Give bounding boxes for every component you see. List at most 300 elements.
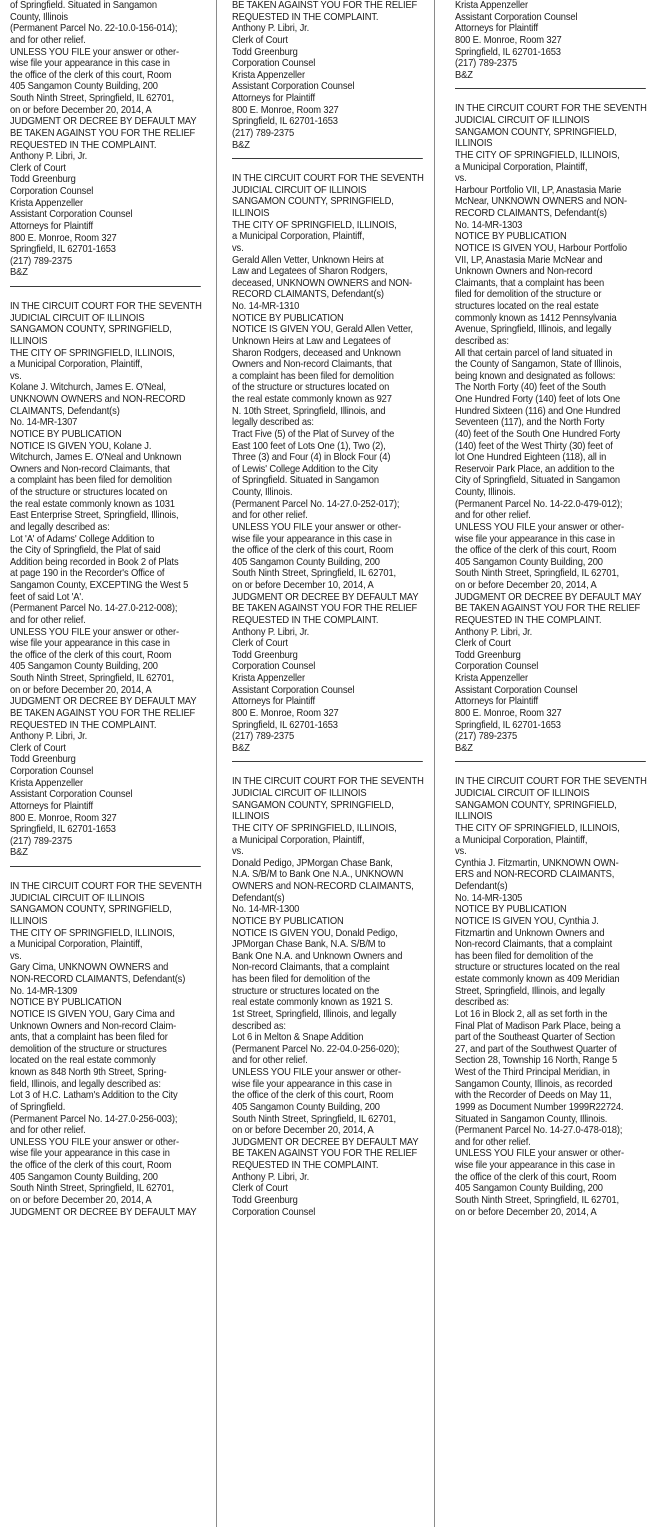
notice-line: NOTICE BY PUBLICATION (10, 428, 122, 440)
notice-line: 1st Street, Springfield, Illinois, and legally (232, 1008, 397, 1020)
notice-line: Anthony P. Libri, Jr. (10, 151, 88, 163)
notice-line: being known and designated as follows: (455, 370, 616, 382)
notice-line: on or before December 10, 2014, A (232, 580, 374, 591)
notice-line: East Enterprise Street, Springfield, Illinois, (10, 510, 179, 522)
notice-line: Springfield, IL 62701-1653 (10, 824, 116, 836)
notice-line: NOTICE IS GIVEN YOU, Cynthia J. (455, 915, 599, 927)
notice-line: (Permanent Parcel No. 22-10.0-156-014); (10, 23, 178, 35)
notice-line: legally described as: (232, 417, 314, 429)
notice-line: 800 E. Monroe, Room 327 (232, 707, 339, 719)
notice-line: UNLESS YOU FILE your answer or other- (10, 46, 179, 58)
notice-line: THE CITY OF SPRINGFIELD, ILLINOIS, (10, 347, 175, 359)
notice-line: and for other relief. (232, 1055, 308, 1067)
notice-line: County, Illinois. (455, 487, 516, 498)
notice-line: B&Z (232, 742, 250, 754)
notice-line: and for other relief. (455, 1136, 531, 1148)
notice-line: the office of the clerk of this court, Room (455, 1171, 617, 1183)
notice-line: and for other relief. (232, 510, 308, 522)
notice-line: REQUESTED IN THE COMPLAINT. (232, 614, 379, 626)
notice-line: B&Z (232, 139, 250, 151)
notice-line: vs. (10, 370, 22, 382)
notice-line: IN THE CIRCUIT COURT FOR THE SEVENTH (10, 881, 202, 892)
notice-line: a Municipal Corporation, Plaintiff, (455, 834, 588, 846)
notice-line: and for other relief. (10, 34, 86, 46)
notice-line: UNLESS YOU FILE your answer or other- (455, 1148, 624, 1160)
notice-line: (217) 789-2375 (10, 835, 73, 847)
notice-line: (Permanent Parcel No. 22-04.0-256-020); (232, 1043, 400, 1055)
notice-line: Sangamon County, EXCEPTING the West 5 (10, 580, 189, 591)
notice-line: (217) 789-2375 (232, 731, 295, 743)
notice-line: South Ninth Street, Springfield, IL 62701, (10, 673, 174, 684)
notice-line: wise file your appearance in this case in (10, 638, 170, 650)
notice-line: (40) feet of the South One Hundred Forty (455, 428, 621, 440)
notice-line: NOTICE BY PUBLICATION (232, 312, 344, 324)
notice-line: structure or structures located on the real (455, 962, 620, 974)
notice-line: demolition of the structure or structures (10, 1043, 167, 1055)
notice-line: vs. (455, 846, 467, 858)
notice-line: wise file your appearance in this case in (455, 1160, 615, 1171)
notice-line: JUDGMENT OR DECREE BY DEFAULT MAY (455, 591, 642, 603)
notice-line: Unknown Owners and Non-record (455, 266, 593, 278)
notice-line: of the structure or structures located on (232, 382, 390, 394)
notice-line: of Springfield. Situated in Sangamon (10, 0, 157, 11)
notice-separator (455, 761, 646, 762)
legal-notice (455, 103, 652, 754)
notice-line: Bank One N.A. and Unknown Owners and (232, 950, 403, 962)
notice-line: 27, and part of the Southwest Quarter of (455, 1043, 617, 1055)
notice-line: 800 E. Monroe, Room 327 (10, 232, 117, 244)
notice-line: Anthony P. Libri, Jr. (232, 1171, 310, 1183)
notice-line: wise file your appearance in this case in (232, 1078, 392, 1090)
notice-line: REQUESTED IN THE COMPLAINT. (232, 11, 379, 23)
notice-line: Law and Legatees of Sharon Rodgers, (232, 266, 388, 278)
notice-line: wise file your appearance in this case in (232, 533, 392, 545)
notice-line: SANGAMON COUNTY, SPRINGFIELD, (455, 799, 617, 811)
notice-line: BE TAKEN AGAINST YOU FOR THE RELIEF (455, 603, 641, 615)
notice-line: Assistant Corporation Counsel (10, 209, 133, 221)
notice-line: B&Z (455, 742, 473, 754)
notice-line: Kolane J. Witchurch, James E. O'Neal, (10, 382, 166, 394)
notice-line: the office of the clerk of this court, Room (10, 649, 172, 661)
notice-line: of Springfield. (10, 1101, 66, 1113)
notice-line: Assistant Corporation Counsel (232, 81, 355, 93)
notice-line: Attorneys for Plaintiff (232, 696, 316, 708)
notice-line: REQUESTED IN THE COMPLAINT. (10, 139, 157, 151)
notice-line: N.A. S/B/M to Bank One N.A., UNKNOWN (232, 869, 404, 881)
notice-line: (Permanent Parcel No. 14-27.0-212-008); (10, 603, 178, 615)
notice-line: JUDICIAL CIRCUIT OF ILLINOIS (455, 115, 590, 126)
notice-line: the office of the clerk of this court, Room (232, 1090, 394, 1102)
notice-line: THE CITY OF SPRINGFIELD, ILLINOIS, (455, 149, 620, 161)
notice-line: Unknown Heirs at Law and Legatees of (232, 335, 391, 347)
notice-line: Claimants, that a complaint has been (455, 277, 605, 289)
notice-line: SANGAMON COUNTY, SPRINGFIELD, (10, 324, 172, 336)
notice-line: Krista Appenzeller (10, 777, 83, 789)
notice-line: 405 Sangamon County Building, 200 (10, 81, 158, 93)
notice-line: Corporation Counsel (232, 661, 316, 673)
notice-line: Corporation Counsel (10, 186, 94, 197)
notice-line: Corporation Counsel (10, 766, 94, 777)
notice-line: Clerk of Court (232, 34, 288, 46)
notice-line: Springfield, IL 62701-1653 (232, 116, 338, 128)
notice-line: All that certain parcel of land situated in (455, 347, 613, 359)
notice-line: Section 28, Township 16 North, Range 5 (455, 1055, 618, 1067)
notice-line: Sharon Rodgers, deceased and Unknown (232, 347, 401, 359)
notice-line: described as: (455, 335, 509, 347)
notice-line: Clerk of Court (232, 638, 288, 650)
notice-line: Seventeen (117), and the North Forty (455, 417, 605, 429)
notice-line: NOTICE BY PUBLICATION (10, 997, 122, 1009)
legal-notice (10, 0, 210, 279)
notice-line: Gerald Allen Vetter, Unknown Heirs at (232, 254, 384, 266)
notice-line: described as: (455, 997, 509, 1009)
notice-line: Hundred Sixteen (116) and One Hundred (455, 405, 621, 417)
notice-line: Todd Greenburg (232, 46, 298, 58)
notice-line: (Permanent Parcel No. 14-27.0-252-017); (232, 498, 400, 510)
legal-notice (232, 776, 432, 1218)
notice-line: ILLINOIS (10, 335, 48, 347)
notice-line: vs. (455, 173, 467, 185)
notice-line: Clerk of Court (10, 162, 66, 174)
notice-line: West of the Third Principal Meridian, in (455, 1067, 610, 1078)
notice-line: BE TAKEN AGAINST YOU FOR THE RELIEF (232, 603, 418, 615)
notice-line: South Ninth Street, Springfield, IL 62701, (10, 1183, 174, 1195)
notice-line: Anthony P. Libri, Jr. (232, 23, 310, 35)
text-column-1 (10, 0, 210, 1527)
notice-line: a Municipal Corporation, Plaintiff, (10, 359, 143, 371)
notice-line: NOTICE IS GIVEN YOU, Donald Pedigo, (232, 927, 398, 939)
notice-line: SANGAMON COUNTY, SPRINGFIELD, (455, 126, 617, 138)
notice-line: 405 Sangamon County Building, 200 (10, 661, 158, 673)
notice-line: of the structure or structures located on (10, 487, 168, 498)
notice-line: (Permanent Parcel No. 14-27.0-256-003); (10, 1113, 178, 1125)
notice-line: at page 190 in the Recorder's Office of (10, 568, 165, 580)
notice-line: JPMorgan Chase Bank, N.A. S/B/M to (232, 939, 386, 951)
notice-line: ILLINOIS (455, 811, 493, 823)
notice-line: Tract Five (5) of the Plat of Survey of the (232, 428, 395, 440)
notice-line: (217) 789-2375 (455, 731, 518, 743)
notice-line: described as: (232, 1020, 286, 1032)
notice-line: ILLINOIS (455, 138, 493, 150)
notice-line: Lot 16 in Block 2, all as set forth in the (455, 1008, 608, 1020)
notice-line: Corporation Counsel (232, 1206, 316, 1218)
notice-line: has been filed for demolition of the (232, 974, 371, 985)
notice-line: ants, that a complaint has been filed for (10, 1032, 168, 1044)
notice-line: Assistant Corporation Counsel (455, 11, 578, 23)
notice-line: 405 Sangamon County Building, 200 (455, 1183, 603, 1195)
notice-line: on or before December 20, 2014, A (10, 684, 152, 696)
column-divider (434, 0, 435, 1527)
notice-line: Krista Appenzeller (455, 673, 528, 684)
notice-line: Unknown Owners and Non-record Claim- (10, 1020, 177, 1032)
notice-line: Krista Appenzeller (232, 69, 305, 81)
notice-line: NOTICE IS GIVEN YOU, Kolane J. (10, 440, 152, 452)
notice-line: JUDICIAL CIRCUIT OF ILLINOIS (455, 788, 590, 799)
notice-line: Todd Greenburg (232, 649, 298, 661)
legal-notice (455, 0, 652, 81)
notice-line: JUDGMENT OR DECREE BY DEFAULT MAY (232, 1136, 419, 1148)
notice-line: ILLINOIS (232, 208, 270, 219)
notice-line: Harbour Portfolio VII, LP, Anastasia Marie (455, 184, 622, 196)
notice-line: 405 Sangamon County Building, 200 (232, 556, 380, 568)
notice-line: has been filed for demolition of the (455, 950, 594, 962)
notice-line: B&Z (455, 69, 473, 81)
notice-line: Reservoir Park Place, an addition to the (455, 463, 615, 475)
notice-line: 1999 as Document Number 1999R22724. (455, 1101, 624, 1113)
notice-line: Attorneys for Plaintiff (455, 696, 539, 708)
notice-line: Corporation Counsel (232, 58, 316, 70)
notice-line: wise file your appearance in this case in (455, 533, 615, 545)
notice-line: No. 14-MR-1300 (232, 904, 300, 916)
notice-separator (455, 88, 646, 89)
legal-notice (10, 301, 210, 859)
notice-line: NOTICE BY PUBLICATION (455, 904, 567, 916)
notice-line: (217) 789-2375 (455, 58, 518, 70)
notice-line: Springfield, IL 62701-1653 (10, 244, 116, 256)
notice-line: commonly known as 1412 Pennsylvania (455, 312, 617, 324)
notice-line: Owners and Non-record Claimants, that (10, 463, 170, 475)
notice-line: VII, LP, Anastasia Marie McNear and (455, 254, 603, 266)
notice-line: 800 E. Monroe, Room 327 (10, 812, 117, 824)
notice-line: JUDICIAL CIRCUIT OF ILLINOIS (10, 312, 145, 324)
notice-line: NOTICE BY PUBLICATION (232, 915, 344, 927)
notice-line: South Ninth Street, Springfield, IL 62701, (232, 568, 396, 580)
notice-line: South Ninth Street, Springfield, IL 62701, (455, 1194, 619, 1206)
notice-line: One Hundred Forty (140) feet of lots One (455, 394, 621, 405)
notice-line: of Springfield. Situated in Sangamon (232, 475, 379, 487)
notice-line: Clerk of Court (10, 742, 66, 754)
notice-line: Attorneys for Plaintiff (232, 93, 316, 104)
notice-line: NOTICE IS GIVEN YOU, Gerald Allen Vetter, (232, 324, 413, 336)
notice-line: SANGAMON COUNTY, SPRINGFIELD, (232, 196, 394, 208)
notice-line: No. 14-MR-1305 (455, 892, 523, 904)
notice-line: wise file your appearance in this case in (10, 1148, 170, 1160)
notice-line: deceased, UNKNOWN OWNERS and NON- (232, 277, 413, 289)
notice-line: 405 Sangamon County Building, 200 (455, 556, 603, 568)
notice-line: South Ninth Street, Springfield, IL 62701, (232, 1113, 396, 1125)
notice-line: UNLESS YOU FILE your answer or other- (232, 1067, 401, 1078)
notice-line: (140) feet of the West Thirty (30) feet of (455, 440, 613, 452)
notice-line: (Permanent Parcel No. 14-22.0-479-012); (455, 498, 623, 510)
notice-line: known as 848 North 9th Street, Spring- (10, 1067, 167, 1078)
notice-line: South Ninth Street, Springfield, IL 62701, (455, 568, 619, 580)
notice-line: the office of the clerk of this court, Room (455, 545, 617, 557)
notice-line: IN THE CIRCUIT COURT FOR THE SEVENTH (10, 301, 202, 312)
notice-line: NOTICE IS GIVEN YOU, Harbour Portfolio (455, 242, 627, 254)
notice-line: ERS and NON-RECORD CLAIMANTS, (455, 869, 615, 881)
notice-line: Street, Springfield, Illinois, and legally (455, 985, 605, 997)
notice-line: with the Recorder of Deeds on May 11, (455, 1090, 612, 1102)
notice-line: JUDGMENT OR DECREE BY DEFAULT MAY (10, 1206, 197, 1218)
notice-line: IN THE CIRCUIT COURT FOR THE SEVENTH (455, 103, 647, 115)
notice-line: IN THE CIRCUIT COURT FOR THE SEVENTH (232, 776, 424, 788)
notice-line: ILLINOIS (10, 915, 48, 927)
notice-line: RECORD CLAIMANTS, Defendant(s) (232, 289, 384, 301)
notice-line: Assistant Corporation Counsel (10, 789, 133, 801)
notice-line: Assistant Corporation Counsel (232, 684, 355, 696)
notice-line: McNear, UNKNOWN OWNERS and NON- (455, 196, 627, 208)
notice-line: Fitzmartin and Unknown Owners and (455, 927, 605, 939)
notice-line: South Ninth Street, Springfield, IL 62701, (10, 93, 174, 104)
notice-line: the City of Springfield, the Plat of said (10, 545, 161, 557)
notice-line: the office of the clerk of this court, Room (232, 545, 394, 557)
notice-line: Anthony P. Libri, Jr. (10, 731, 88, 743)
notice-line: Krista Appenzeller (455, 0, 528, 11)
notice-line: Lot 3 of H.C. Latham's Addition to the City (10, 1090, 178, 1102)
notice-line: REQUESTED IN THE COMPLAINT. (232, 1160, 379, 1171)
notice-line: Springfield, IL 62701-1653 (455, 46, 561, 58)
notice-line: Addition being recorded in Book 2 of Plats (10, 556, 179, 568)
notice-line: 800 E. Monroe, Room 327 (455, 707, 562, 719)
notice-line: Attorneys for Plaintiff (10, 220, 94, 232)
notice-line: Anthony P. Libri, Jr. (455, 626, 533, 638)
notice-line: Todd Greenburg (10, 754, 76, 766)
notice-line: East 100 feet of Lots One (1), Two (2), (232, 440, 386, 452)
notice-line: of Lewis' College Addition to the City (232, 463, 378, 475)
notice-line: located on the real estate commonly (10, 1055, 156, 1067)
notice-line: Krista Appenzeller (232, 673, 305, 684)
notice-line: a Municipal Corporation, Plaintiff, (232, 231, 365, 243)
notice-line: UNKNOWN OWNERS and NON-RECORD (10, 394, 186, 405)
notice-line: the office of the clerk of this court, Room (10, 69, 172, 81)
legal-notice (232, 0, 432, 151)
notice-line: THE CITY OF SPRINGFIELD, ILLINOIS, (10, 927, 175, 939)
notice-line: on or before December 20, 2014, A (455, 1206, 597, 1218)
notice-line: JUDGMENT OR DECREE BY DEFAULT MAY (10, 696, 197, 708)
notice-separator (232, 761, 423, 762)
notice-line: Non-record Claimants, that a complaint (232, 962, 390, 974)
notice-line: Todd Greenburg (455, 649, 521, 661)
notice-separator (10, 866, 201, 867)
notice-line: Clerk of Court (455, 638, 511, 650)
notice-line: feet of said Lot 'A'. (10, 591, 84, 603)
notice-line: Attorneys for Plaintiff (455, 23, 539, 35)
notice-line: Todd Greenburg (10, 174, 76, 186)
notice-line: part of the Southeast Quarter of Section (455, 1032, 615, 1044)
notice-line: the County of Sangamon, State of Illinois, (455, 359, 622, 371)
notice-line: JUDICIAL CIRCUIT OF ILLINOIS (232, 184, 367, 196)
notice-line: NON-RECORD CLAIMANTS, Defendant(s) (10, 974, 186, 985)
text-column-3 (455, 0, 652, 1527)
notice-line: Corporation Counsel (455, 661, 539, 673)
notice-line: Attorneys for Plaintiff (10, 800, 94, 812)
notice-line: No. 14-MR-1310 (232, 301, 300, 312)
notice-line: Krista Appenzeller (10, 197, 83, 209)
notice-line: UNLESS YOU FILE your answer or other- (10, 626, 179, 638)
notice-line: THE CITY OF SPRINGFIELD, ILLINOIS, (232, 219, 397, 231)
notice-line: (217) 789-2375 (232, 127, 295, 139)
notice-line: UNLESS YOU FILE your answer or other- (232, 521, 401, 533)
notice-line: Avenue, Springfield, Illinois, and legally (455, 324, 612, 336)
notice-line: UNLESS YOU FILE your answer or other- (455, 521, 624, 533)
notice-line: on or before December 20, 2014, A (455, 580, 597, 591)
notice-line: No. 14-MR-1307 (10, 417, 78, 429)
notice-line: JUDGMENT OR DECREE BY DEFAULT MAY (232, 591, 419, 603)
notice-line: B&Z (10, 267, 28, 279)
notice-line: BE TAKEN AGAINST YOU FOR THE RELIEF (232, 1148, 418, 1160)
notice-line: Lot 6 in Melton & Snape Addition (232, 1032, 364, 1044)
notice-line: Owners and Non-record Claimants, that (232, 359, 392, 371)
notice-line: CLAIMANTS, Defendant(s) (10, 405, 120, 417)
notice-line: field, Illinois, and legally described as: (10, 1078, 161, 1090)
notice-line: (217) 789-2375 (10, 255, 73, 267)
notice-separator (232, 158, 423, 159)
notice-line: JUDICIAL CIRCUIT OF ILLINOIS (232, 788, 367, 799)
notice-line: City of Springfield, Situated in Sangamon (455, 475, 620, 487)
notice-line: filed for demolition of the structure or (455, 289, 602, 301)
notice-line: vs. (232, 242, 244, 254)
notice-line: ILLINOIS (232, 811, 270, 823)
notice-line: on or before December 20, 2014, A (10, 104, 152, 116)
legal-notice (10, 881, 210, 1218)
notice-line: a Municipal Corporation, Plaintiff, (10, 939, 143, 951)
notice-line: 405 Sangamon County Building, 200 (232, 1101, 380, 1113)
notice-line: the real estate commonly known as 927 (232, 394, 392, 405)
notice-line: and for other relief. (455, 510, 531, 522)
notice-line: BE TAKEN AGAINST YOU FOR THE RELIEF (10, 707, 196, 719)
notice-line: 800 E. Monroe, Room 327 (232, 104, 339, 116)
notice-line: BE TAKEN AGAINST YOU FOR THE RELIEF (232, 0, 418, 11)
notice-line: (Permanent Parcel No. 14-27.0-478-018); (455, 1125, 623, 1137)
notice-line: No. 14-MR-1309 (10, 985, 78, 997)
notice-line: Springfield, IL 62701-1653 (232, 719, 338, 731)
notice-separator (10, 286, 201, 287)
notice-line: N. 10th Street, Springfield, Illinois, and (232, 405, 386, 417)
notice-line: estate commonly known as 409 Meridian (455, 974, 620, 985)
column-divider (216, 0, 217, 1527)
notice-line: Springfield, IL 62701-1653 (455, 719, 561, 731)
notice-line: SANGAMON COUNTY, SPRINGFIELD, (10, 904, 172, 916)
notice-line: Sangamon County, Illinois, as recorded (455, 1078, 613, 1090)
notice-line: Defendant(s) (232, 892, 285, 904)
notice-line: County, Illinois. (232, 487, 293, 498)
notice-line: SANGAMON COUNTY, SPRINGFIELD, (232, 799, 394, 811)
notice-line: RECORD CLAIMANTS, Defendant(s) (455, 208, 607, 219)
notice-line: County, Illinois (10, 11, 68, 23)
notice-line: 800 E. Monroe, Room 327 (455, 34, 562, 46)
notice-line: and for other relief. (10, 614, 86, 626)
notice-line: the real estate commonly known as 1031 (10, 498, 175, 510)
notice-line: Todd Greenburg (232, 1194, 298, 1206)
notice-line: B&Z (10, 847, 28, 859)
notice-line: vs. (10, 950, 22, 962)
notice-line: NOTICE BY PUBLICATION (455, 231, 567, 243)
legal-notice (455, 776, 652, 1218)
notice-line: lot One Hundred Eighteen (118), all in (455, 452, 607, 464)
notice-line: The North Forty (40) feet of the South (455, 382, 606, 394)
notice-line: structure or structures located on the (232, 985, 380, 997)
notice-line: and legally described as: (10, 521, 110, 533)
notice-line: Gary Cima, UNKNOWN OWNERS and (10, 962, 169, 974)
notice-line: Lot 'A' of Adams' College Addition to (10, 533, 155, 545)
notice-line: a complaint has been filed for demolition (232, 370, 394, 382)
notice-line: Three (3) and Four (4) in Block Four (4) (232, 452, 391, 464)
notice-line: IN THE CIRCUIT COURT FOR THE SEVENTH (455, 776, 647, 788)
notice-line: on or before December 20, 2014, A (10, 1194, 152, 1206)
notice-line: NOTICE IS GIVEN YOU, Gary Cima and (10, 1008, 175, 1020)
notice-line: Assistant Corporation Counsel (455, 684, 578, 696)
notice-line: IN THE CIRCUIT COURT FOR THE SEVENTH (232, 173, 424, 185)
notice-line: vs. (232, 846, 244, 858)
notice-line: REQUESTED IN THE COMPLAINT. (10, 719, 157, 731)
notice-line: Witchurch, James E. O'Neal and Unknown (10, 452, 182, 464)
notice-line: THE CITY OF SPRINGFIELD, ILLINOIS, (455, 822, 620, 834)
notice-line: wise file your appearance in this case in (10, 58, 170, 70)
notice-line: Anthony P. Libri, Jr. (232, 626, 310, 638)
notice-line: Donald Pedigo, JPMorgan Chase Bank, (232, 857, 393, 869)
notice-line: UNLESS YOU FILE your answer or other- (10, 1136, 179, 1148)
notice-line: No. 14-MR-1303 (455, 219, 523, 231)
